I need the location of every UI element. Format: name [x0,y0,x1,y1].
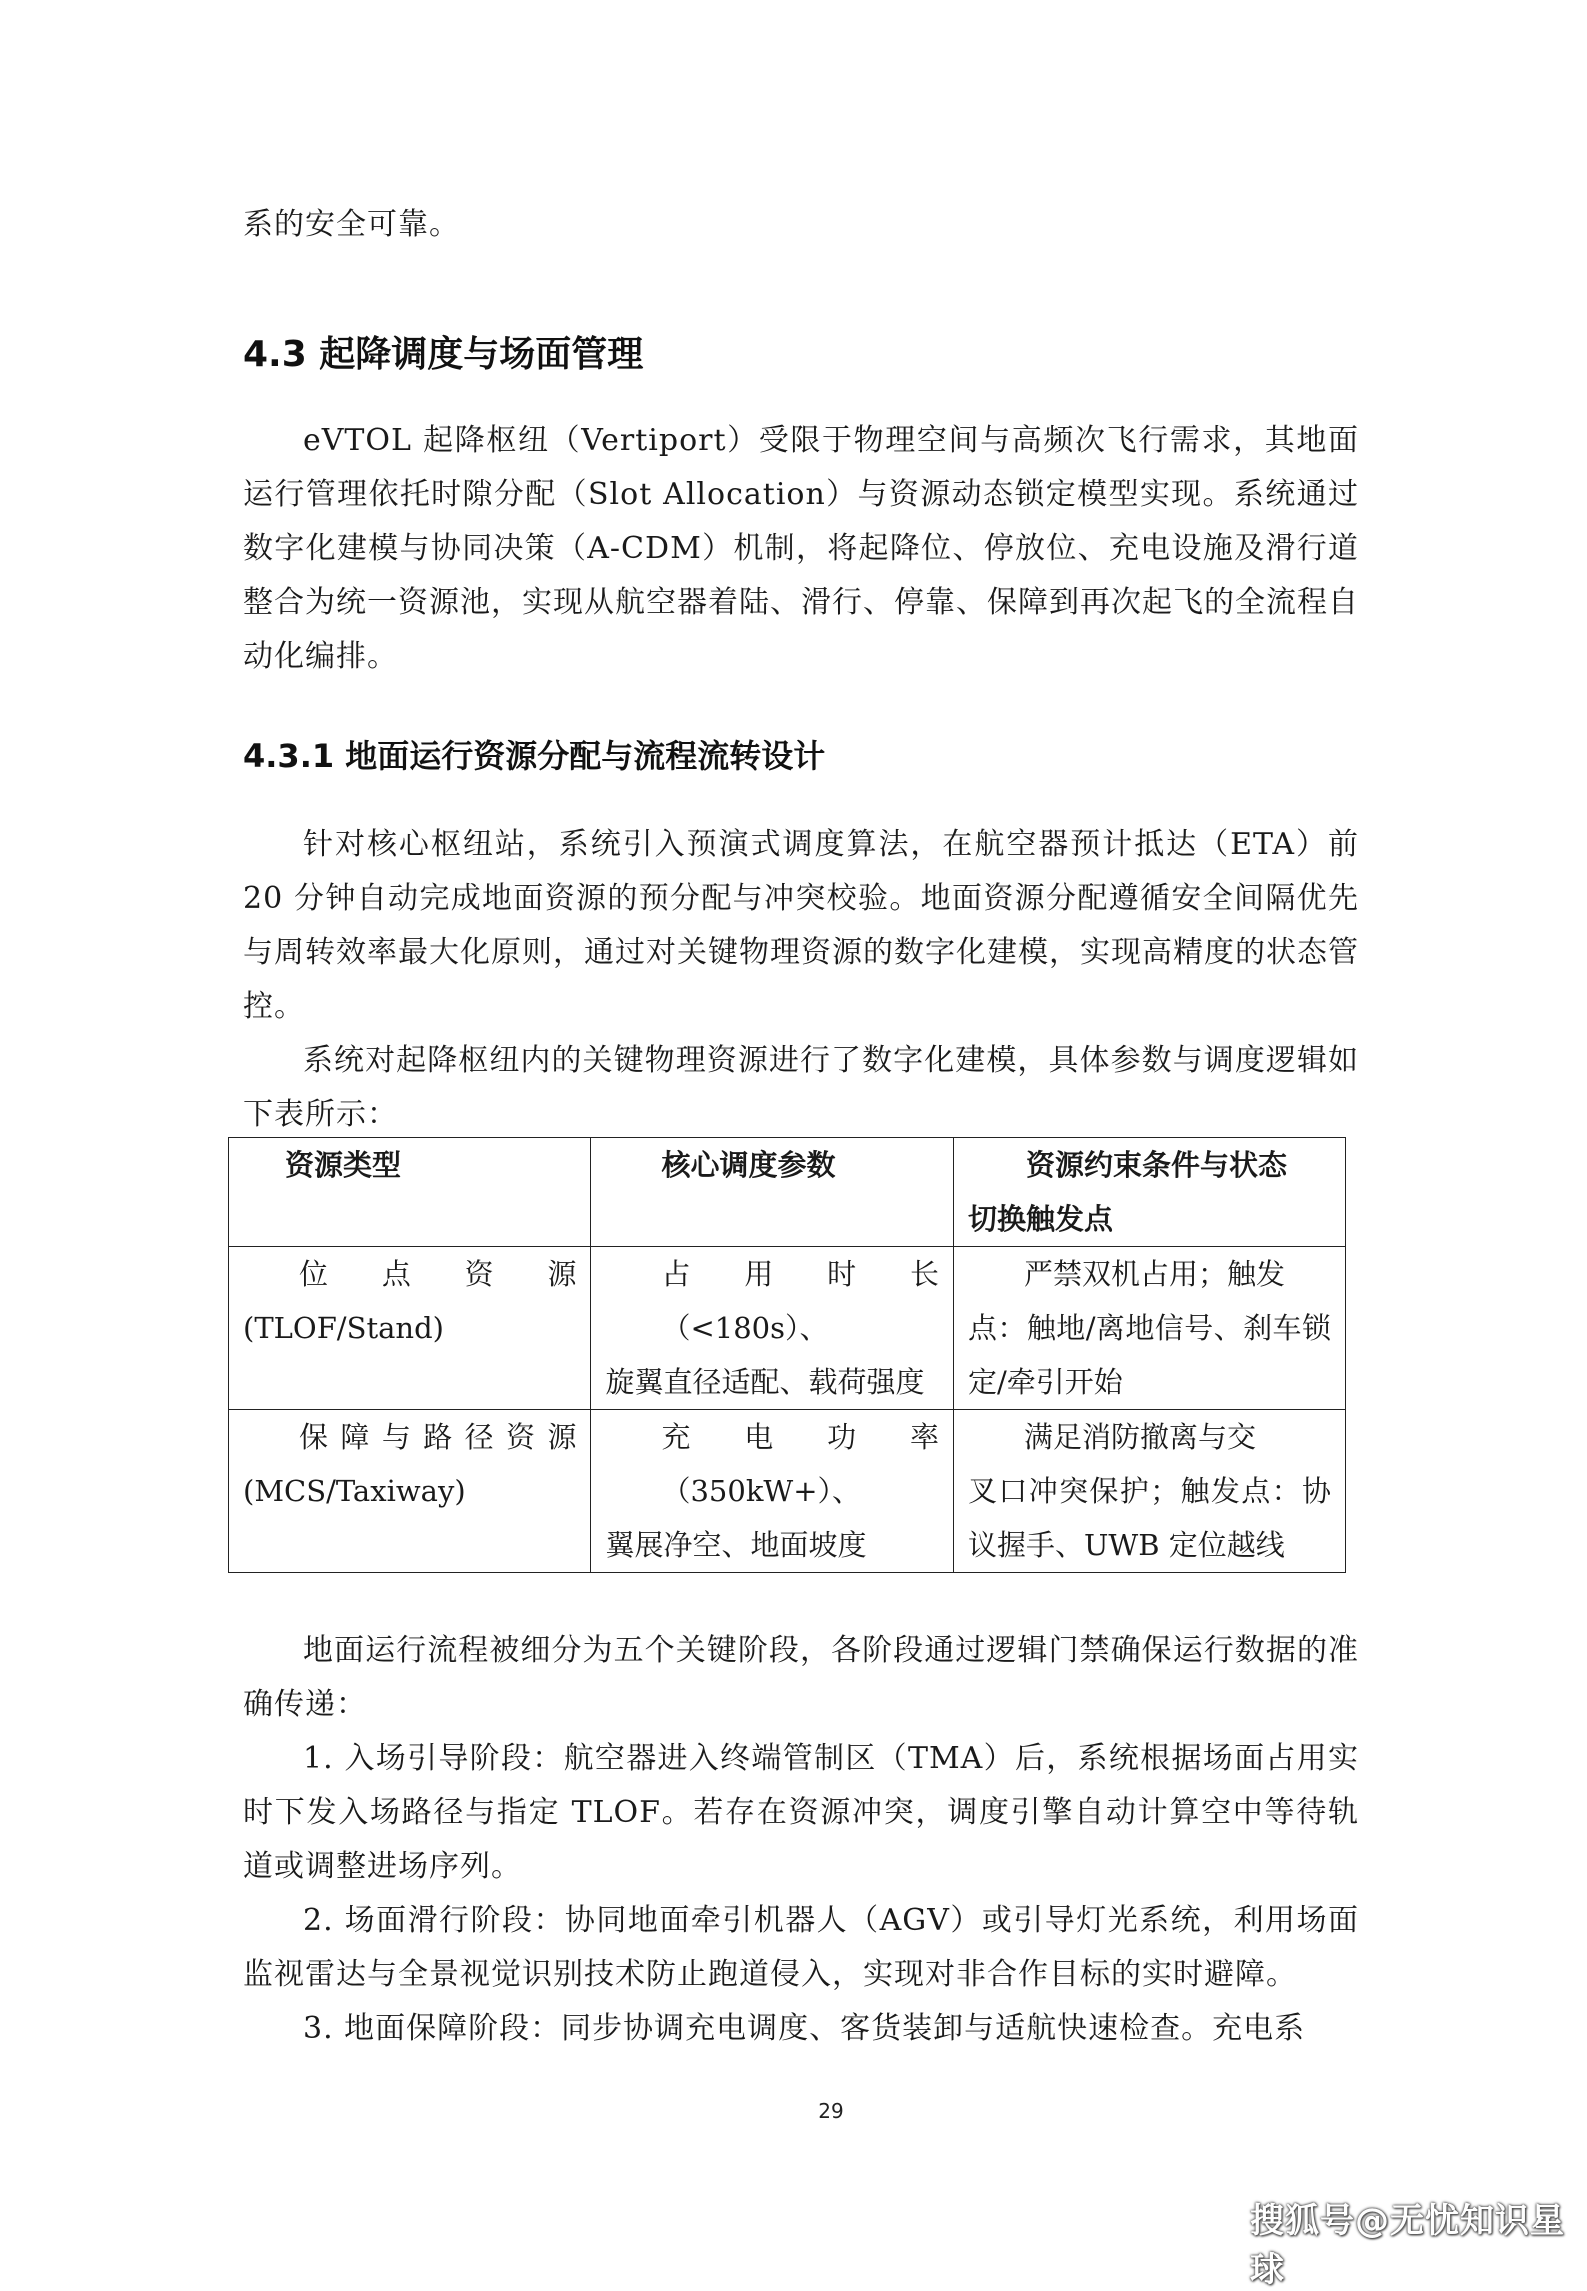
resource-table [228,1137,1346,1573]
header-label-line2: 切换触发点 [967,1202,1113,1236]
cell-text: 保障与路径资源 [299,1420,577,1454]
cell-text: 严禁双机占用；触发 [1023,1257,1285,1291]
cell-params [591,1410,953,1573]
cell-text: 满足消防撤离与交 [1023,1420,1256,1454]
cell-text: 叉口冲突保护；触发点：协议握手、UWB 定位越线 [967,1474,1331,1562]
header-scheduling-params [591,1138,953,1247]
cell-text: 旋翼直径适配、载荷强度 [605,1365,925,1399]
header-label-line1: 资源约束条件与状态 [1025,1148,1287,1182]
section-heading-4-3: 4.3 起降调度与场面管理 [243,334,644,375]
cell-text: (TLOF/Stand) [243,1311,444,1345]
header-label: 资源类型 [285,1148,402,1182]
table-row [229,1247,1346,1410]
cell-text: 翼展净空、地面坡度 [605,1528,867,1562]
section-4-3-paragraph: eVTOL 起降枢纽（Vertiport）受限于物理空间与高频次飞行需求，其地面运行管理依托时隙分配（Slot Allocation）与资源动态锁定模型实现。系统通过数字化建模与协同决策（A-CDM）机制，将起降位、停放位、充电设施及滑行道整合为统一资源池，实现从航空器着陆、滑行、停靠、保障到再次起飞的全流程自动化编排。 [243,423,1359,674]
flow-step-3: 3. 地面保障阶段：同步协调充电调度、客货装卸与适航快速检查。充电系 [303,2011,1306,2046]
page-number: 29 [818,2099,844,2123]
section-4-3-1-paragraph-1: 针对核心枢纽站，系统引入预演式调度算法，在航空器预计抵达（ETA）前 20 分钟自动完成地面资源的预分配与冲突校验。地面资源分配遵循安全间隔优先与周转效率最大化原则，通过对关键物理资源的数字化建模，实现高精度的状态管控。 [243,827,1359,1024]
cell-constraints [953,1247,1345,1410]
header-label: 核心调度参数 [661,1148,836,1182]
cell-params [591,1247,953,1410]
cell-text: 占用时长（<180s）、 [661,1257,939,1345]
section-4-3-1-paragraph-2: 系统对起降枢纽内的关键物理资源进行了数字化建模，具体参数与调度逻辑如下表所示： [243,1043,1359,1132]
table-row [229,1410,1346,1573]
carryover-text: 系的安全可靠。 [243,207,460,242]
flow-intro: 地面运行流程被细分为五个关键阶段，各阶段通过逻辑门禁确保运行数据的准确传递： [243,1633,1359,1722]
section-heading-4-3-1: 4.3.1 地面运行资源分配与流程流转设计 [243,737,826,775]
header-resource-type [229,1138,591,1247]
cell-resource-type [229,1247,591,1410]
cell-constraints [953,1410,1345,1573]
cell-text: (MCS/Taxiway) [243,1474,466,1508]
watermark: 搜狐号@无忧知识星球 [1250,2201,1565,2290]
cell-resource-type [229,1410,591,1573]
cell-text: 充电功率（350kW+）、 [661,1420,939,1508]
cell-text: 点：触地/离地信号、刹车锁定/牵引开始 [967,1311,1331,1399]
flow-step-1: 1. 入场引导阶段：航空器进入终端管制区（TMA）后，系统根据场面占用实时下发入场路径与指定 TLOF。若存在资源冲突，调度引擎自动计算空中等待轨道或调整进场序列。 [243,1741,1359,1884]
header-constraints [953,1138,1345,1247]
flow-step-2: 2. 场面滑行阶段：协同地面牵引机器人（AGV）或引导灯光系统，利用场面监视雷达与全景视觉识别技术防止跑道侵入，实现对非合作目标的实时避障。 [243,1903,1359,1992]
cell-text: 位点资源 [299,1257,577,1291]
table-header-row [229,1138,1346,1247]
